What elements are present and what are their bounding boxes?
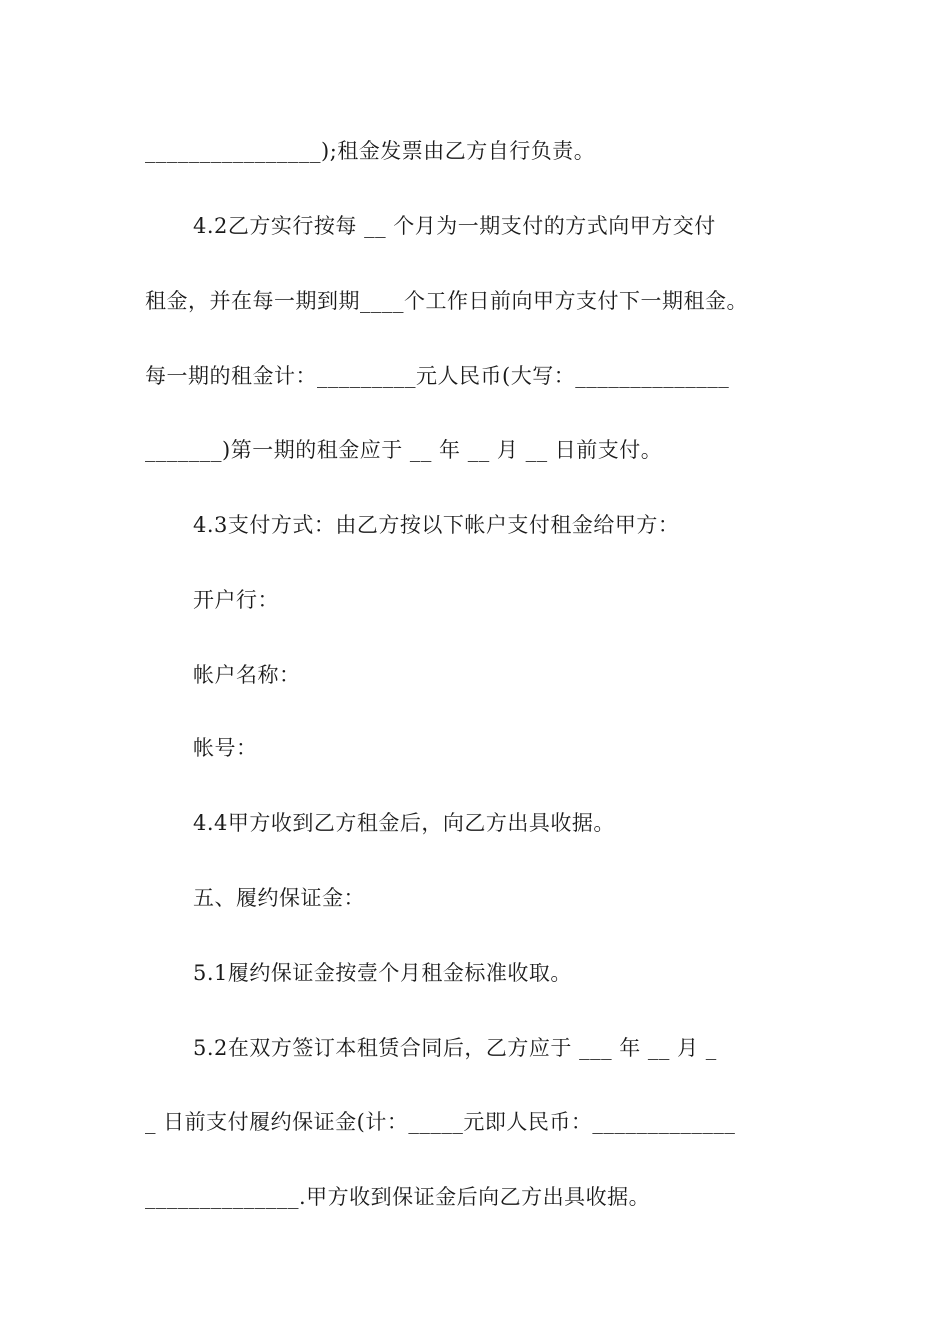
bank-name-label: 开户行： — [193, 588, 279, 612]
paragraph-5-2: 5.2在双方签订本租赁合同后，乙方应于 ___ 年 __ 月 _ — [193, 1036, 717, 1060]
text-line: _ 日前支付履约保证金(计：_____元即人民币：_____________ — [145, 1110, 736, 1134]
text-line: 租金，并在每一期到期____个工作日前向甲方支付下一期租金。 — [145, 289, 748, 313]
section-heading-5: 五、履约保证金： — [193, 886, 365, 910]
account-number-label: 帐号： — [193, 736, 258, 760]
text-line: ________________);租金发票由乙方自行负责。 — [145, 139, 596, 163]
text-line: ______________.甲方收到保证金后向乙方出具收据。 — [145, 1185, 651, 1209]
account-name-label: 帐户名称： — [193, 663, 301, 687]
text-line: _______)第一期的租金应于 __ 年 __ 月 __ 日前支付。 — [145, 438, 663, 462]
paragraph-5-1: 5.1履约保证金按壹个月租金标准收取。 — [193, 961, 572, 985]
text-line: 每一期的租金计：_________元人民币(大写：______________ — [145, 364, 730, 388]
paragraph-4-2: 4.2乙方实行按每 __ 个月为一期支付的方式向甲方交付 — [193, 214, 716, 238]
paragraph-4-3: 4.3支付方式：由乙方按以下帐户支付租金给甲方： — [193, 513, 680, 537]
paragraph-4-4: 4.4甲方收到乙方租金后，向乙方出具收据。 — [193, 811, 615, 835]
